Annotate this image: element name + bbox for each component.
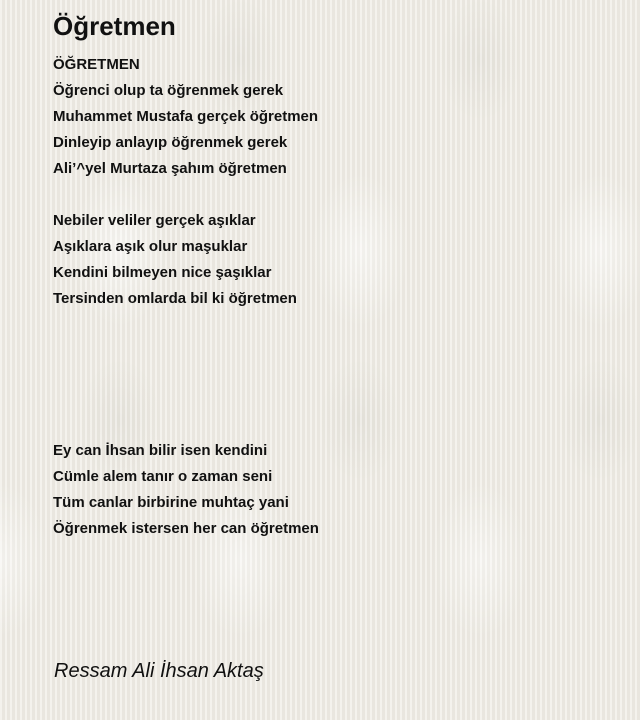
poem-line: Kendini bilmeyen nice şaşıklar (53, 264, 272, 281)
poem-line: Ali’^yel Murtaza şahım öğretmen (53, 160, 287, 177)
stanza-3 (53, 438, 613, 542)
poem-line: Öğrenci olup ta öğrenmek gerek (53, 82, 284, 99)
poem-line: Dinleyip anlayıp öğrenmek gerek (53, 134, 288, 151)
poem-author: Ressam Ali İhsan Aktaş (54, 660, 264, 682)
poem-line: Muhammet Mustafa gerçek öğretmen (53, 108, 319, 125)
poem-line: Tüm canlar birbirine muhtaç yani (53, 494, 289, 511)
poem-line: Tersinden omlarda bil ki öğretmen (53, 290, 297, 307)
poem-line: Nebiler veliler gerçek aşıklar (53, 212, 256, 229)
poem-line: Öğrenmek istersen her can öğretmen (53, 520, 319, 537)
stanza-1 (53, 52, 613, 182)
poem-body (53, 52, 613, 542)
poem-line: ÖĞRETMEN (53, 56, 140, 73)
stanza-2 (53, 208, 613, 312)
poem-title: Öğretmen (53, 11, 176, 41)
poem-line: Cümle alem tanır o zaman seni (53, 468, 273, 485)
poem-line: Ey can İhsan bilir isen kendini (53, 442, 268, 459)
poem-line: Aşıklara aşık olur maşuklar (53, 238, 248, 255)
